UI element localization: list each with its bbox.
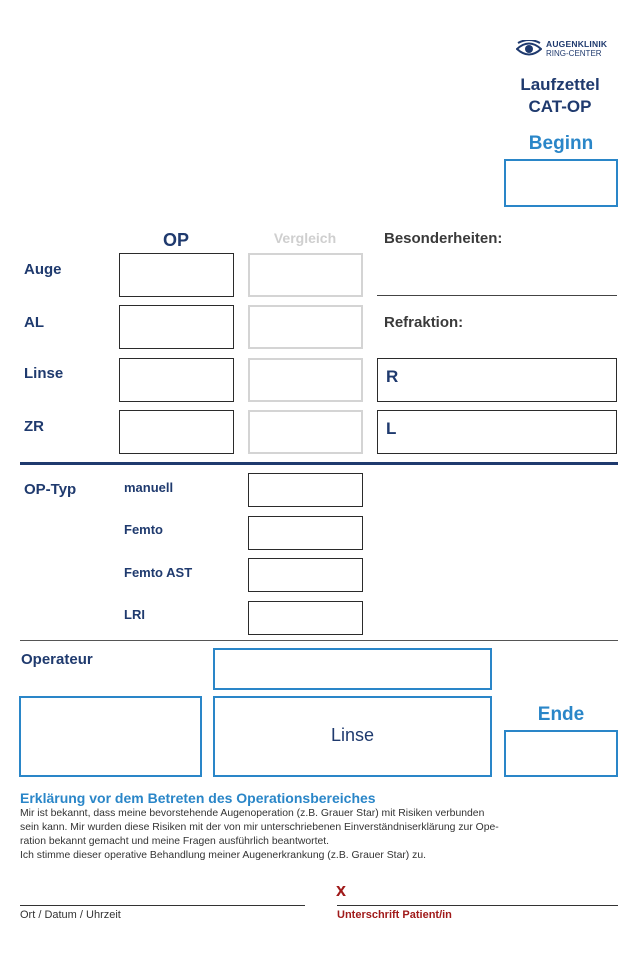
op-typ-option-femto-ast: Femto AST: [124, 565, 193, 580]
refraktion-label: Refraktion:: [384, 314, 464, 331]
vergleich-auge-field[interactable]: [248, 253, 363, 297]
title-line2: CAT-OP: [528, 97, 592, 116]
declaration-line2: sein kann. Mir wurden diese Risiken mit der von mir unterschriebenen Einverständniserklärung zur Ope-: [20, 822, 499, 833]
logo-line2: RING-CENTER: [546, 49, 602, 58]
operateur-label: Operateur: [21, 651, 93, 668]
op-typ-option-femto: Femto: [124, 522, 163, 537]
op-linse-field[interactable]: [119, 358, 234, 402]
refraktion-l-label: L: [386, 419, 397, 438]
logo-line1: AUGENKLINIK: [546, 39, 608, 49]
declaration-line1: Mir ist bekannt, dass meine bevorstehende Augenoperation (z.B. Grauer Star) mit Risiken verbunden: [20, 808, 485, 819]
patient-signature-line[interactable]: [337, 905, 618, 906]
ende-field[interactable]: [504, 730, 618, 777]
declaration-text: [20, 807, 620, 863]
vergleich-al-field[interactable]: [248, 305, 363, 349]
signature-x-mark: x: [336, 880, 347, 900]
op-typ-option-manuell: manuell: [124, 480, 174, 495]
op-al-field[interactable]: [119, 305, 234, 349]
vergleich-zr-field[interactable]: [248, 410, 363, 454]
op-typ-option-lri: LRI: [124, 607, 145, 622]
thin-divider: [20, 640, 618, 641]
column-header-vergleich: Vergleich: [273, 230, 337, 246]
section-divider: [20, 462, 618, 465]
besonderheiten-line[interactable]: [377, 295, 617, 296]
column-header-op: OP: [162, 230, 189, 250]
declaration-line4: Ich stimme dieser operative Behandlung meiner Augenerkrankung (z.B. Grauer Star) zu.: [20, 850, 427, 861]
ende-label: Ende: [537, 704, 585, 725]
refraktion-r-label: R: [386, 367, 399, 386]
operateur-field[interactable]: [213, 648, 492, 690]
op-typ-label: OP-Typ: [24, 481, 77, 498]
beginn-label: Beginn: [528, 133, 594, 154]
op-auge-field[interactable]: [119, 253, 234, 297]
op-typ-lri-checkbox[interactable]: [248, 601, 363, 635]
besonderheiten-label: Besonderheiten:: [384, 230, 503, 247]
form-title: [490, 74, 630, 118]
op-typ-femto-checkbox[interactable]: [248, 516, 363, 550]
vergleich-linse-field[interactable]: [248, 358, 363, 402]
sticker-field[interactable]: [19, 696, 202, 777]
refraktion-r-field[interactable]: [377, 358, 617, 402]
row-label-zr: ZR: [24, 418, 44, 435]
refraktion-l-field[interactable]: [377, 410, 617, 454]
eye-icon: [516, 40, 542, 58]
linse-box-label: Linse: [330, 725, 375, 745]
row-label-auge: Auge: [24, 261, 62, 278]
beginn-field[interactable]: [504, 159, 618, 207]
declaration-heading: Erklärung vor dem Betreten des Operationsbereiches: [20, 790, 376, 806]
declaration-line3: ration bekannt gemacht und meine Fragen ausführlich beantwortet.: [20, 836, 330, 847]
title-line1: Laufzettel: [520, 75, 600, 94]
patient-signature-label: Unterschrift Patient/in: [337, 909, 452, 921]
row-label-linse: Linse: [24, 365, 64, 382]
place-date-line[interactable]: [20, 905, 305, 906]
place-date-label: Ort / Datum / Uhrzeit: [20, 909, 121, 921]
op-typ-manuell-checkbox[interactable]: [248, 473, 363, 507]
op-zr-field[interactable]: [119, 410, 234, 454]
op-typ-femto-ast-checkbox[interactable]: [248, 558, 363, 592]
linse-sticker-field[interactable]: [213, 696, 492, 777]
clinic-logo: [516, 38, 620, 62]
row-label-al: AL: [24, 314, 44, 331]
